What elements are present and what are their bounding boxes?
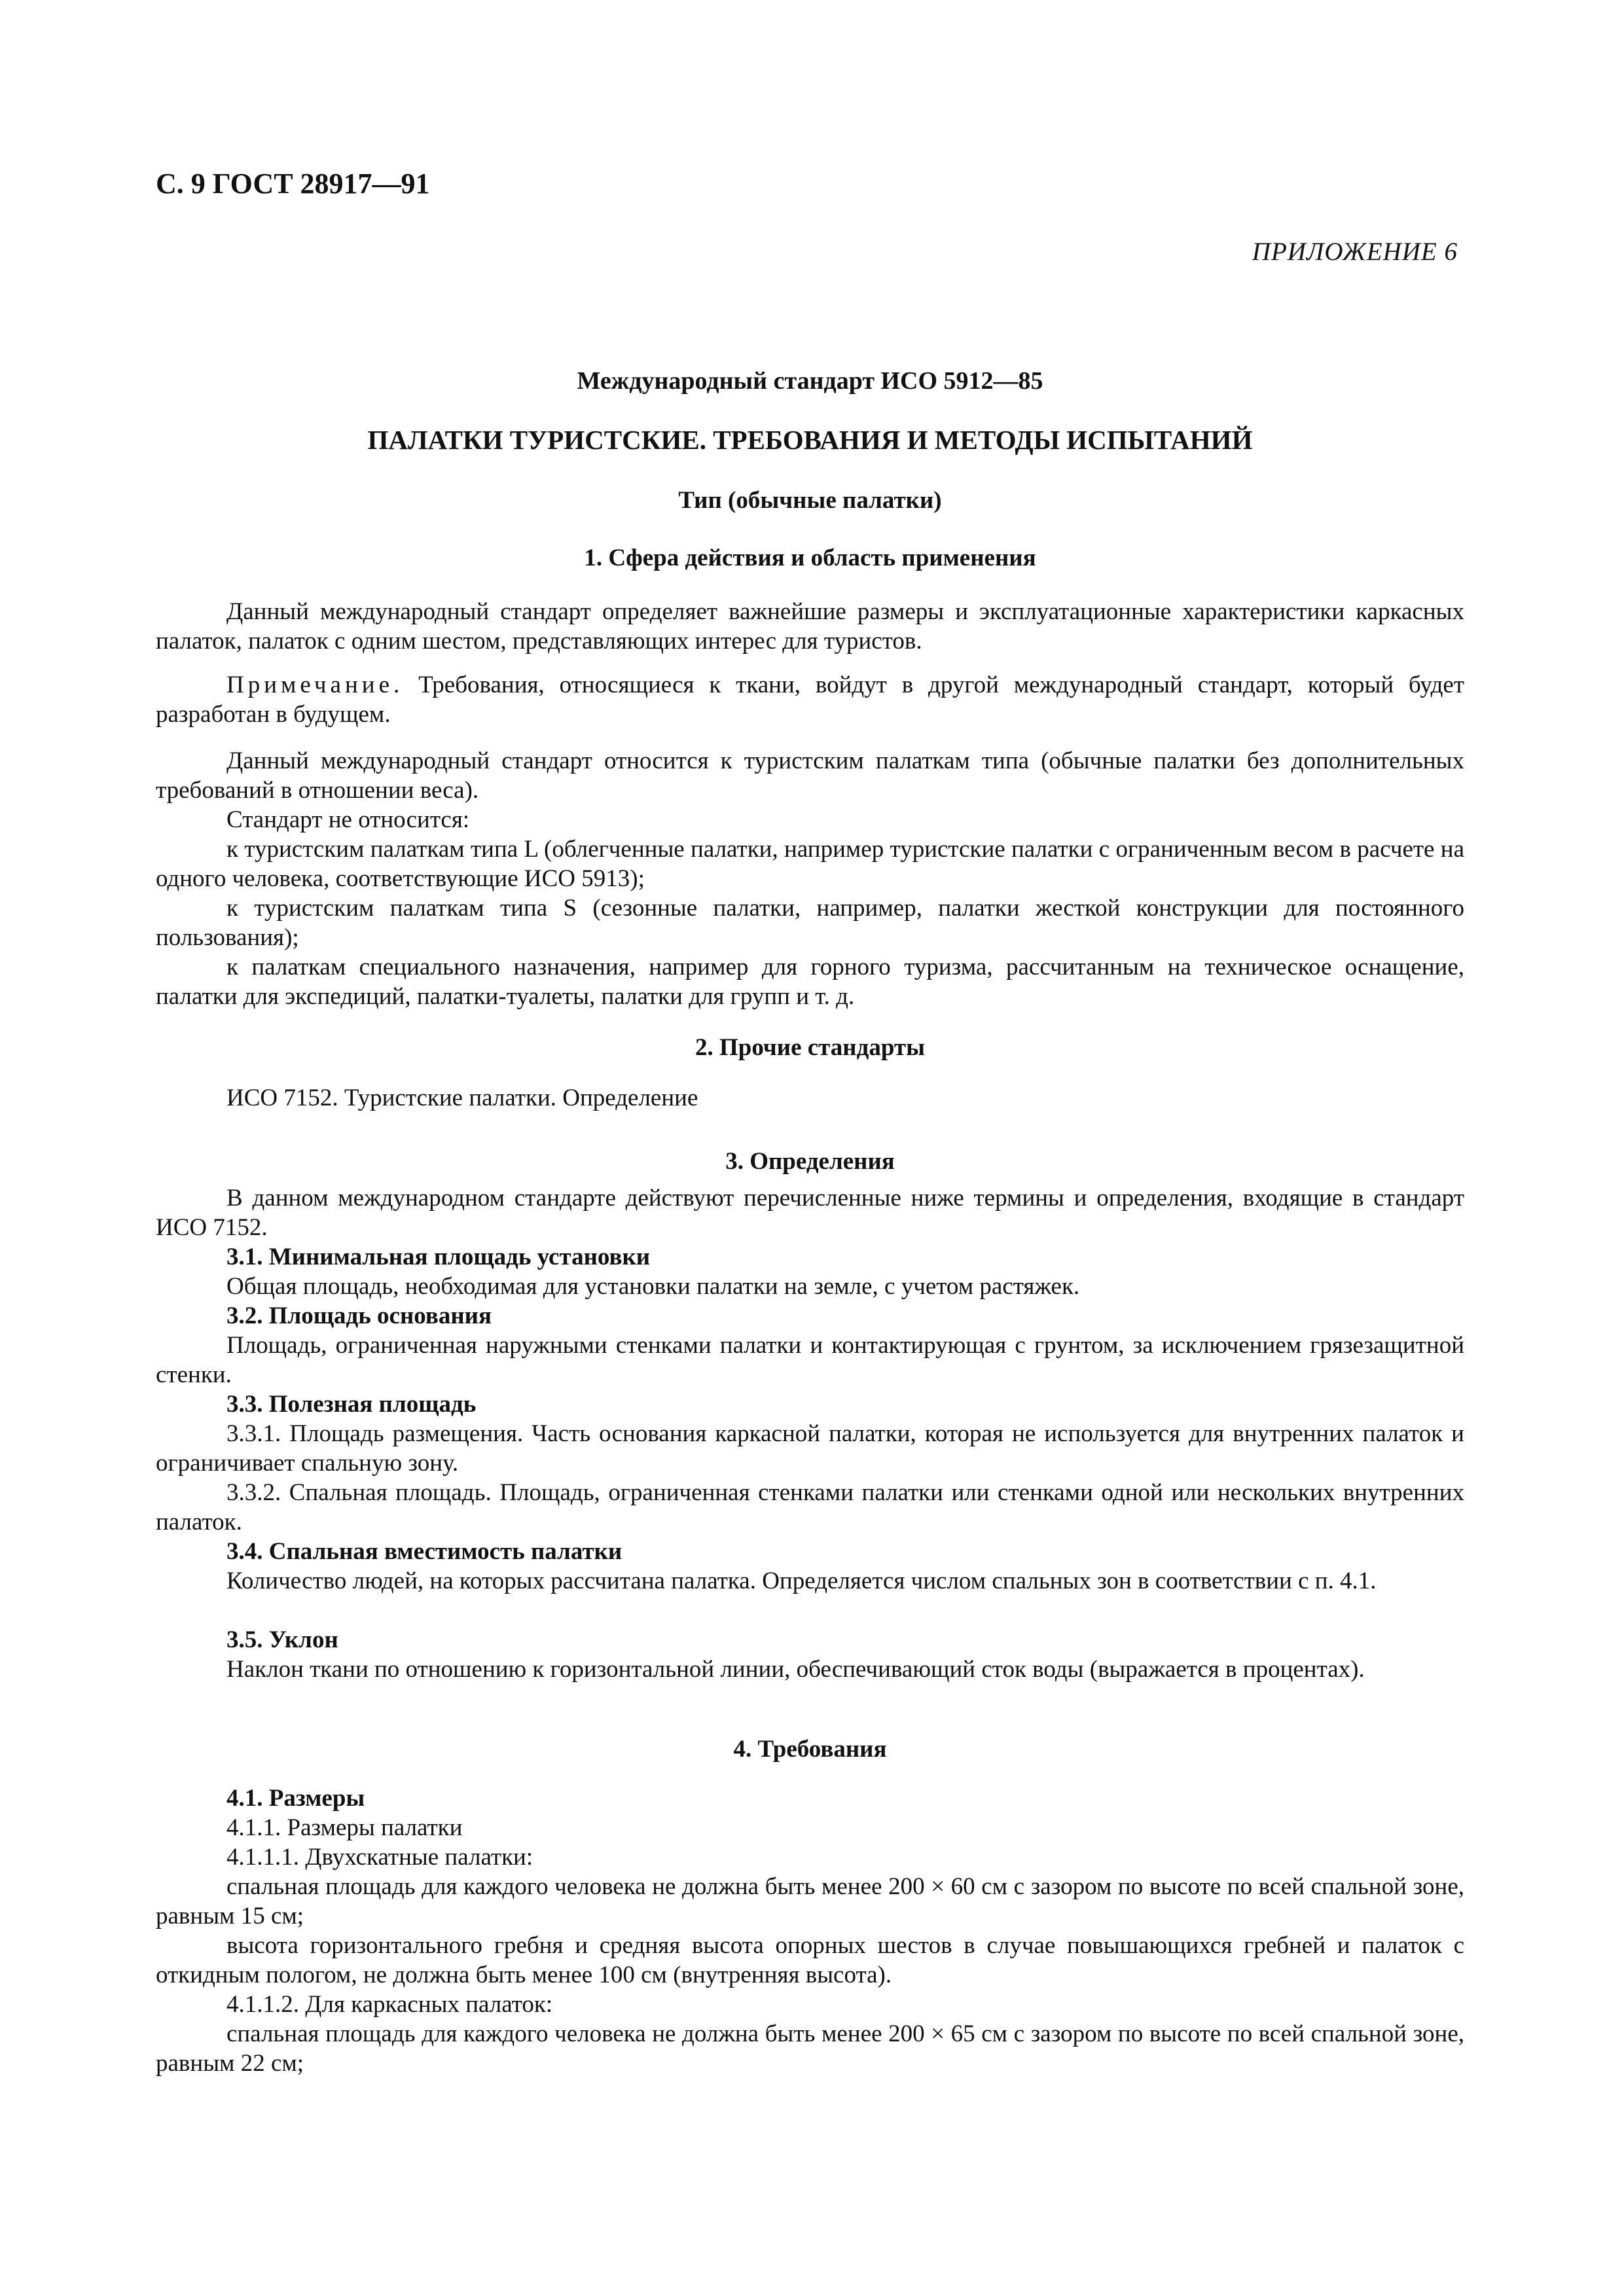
definition-title: 3.5. Уклон [226,1626,338,1653]
requirement-text: высота горизонтального гребня и средняя высота опорных шестов в случае повышающихся гребней и палаток с откидным пологом, не должна быть менее 100 см (внутренняя высота). [156,1932,1464,1988]
section-1-note [156,670,1464,729]
page-header: С. 9 ГОСТ 28917—91 [156,168,430,200]
definition-text: Наклон ткани по отношению к горизонтальной линии, обеспечивающий сток воды (выражается в процентах). [226,1656,1365,1683]
section-1-paragraph: Данный международный стандарт относится к туристским палаткам типа (обычные палатки без дополнительных требований в отношении веса). [156,747,1464,804]
definition-text: Общая площадь, необходимая для установки палатки на земле, с учетом растяжек. [226,1273,1080,1300]
section-2-paragraph: ИСО 7152. Туристские палатки. Определение [226,1085,698,1111]
note-text: Требования, относящиеся к ткани, войдут в другой международный стандарт, который будет разработан в будущем. [156,672,1464,728]
standard-title: Международный стандарт ИСО 5912—85 [577,367,1043,395]
section-1-paragraph: Стандарт не относится: [226,806,470,833]
section-1-heading: 1. Сфера действия и область применения [584,545,1036,571]
section-3-paragraph: В данном международном стандарте действуют перечисленные ниже термины и определения, входящие в стандарт ИСО 7152. [156,1185,1464,1241]
section-3-heading: 3. Определения [725,1148,895,1175]
note-label: Примечание. [226,672,404,698]
section-2-heading: 2. Прочие стандарты [695,1034,925,1061]
section-1-paragraph: Данный международный стандарт определяет важнейшие размеры и эксплуатационные характеристики каркасных палаток, палаток с одним шестом, представляющих интерес для туристов. [156,598,1464,655]
requirement-text: 4.1.1.2. Для каркасных палаток: [226,1991,553,2018]
section-1-paragraph: к туристским палаткам типа S (сезонные палатки, например, палатки жесткой конструкции для постоянного пользования); [156,895,1464,951]
requirement-title: 4.1. Размеры [226,1785,365,1812]
requirement-text: спальная площадь для каждого человека не должна быть менее 200 × 65 см с зазором по высоте по всей спальной зоне, равным 22 см; [156,2020,1464,2077]
definition-text: Площадь, ограниченная наружными стенками палатки и контактирующая с грунтом, за исключением грязезащитной стенки. [156,1332,1464,1388]
definition-title: 3.4. Спальная вместимость палатки [226,1538,623,1565]
definition-text: Количество людей, на которых рассчитана палатка. Определяется числом спальных зон в соответствии с п. 4.1. [226,1568,1377,1594]
requirement-text: спальная площадь для каждого человека не должна быть менее 200 × 60 см с зазором по высоте по всей спальной зоне, равным 15 см; [156,1873,1464,1929]
requirement-text: 4.1.1.1. Двухскатные палатки: [226,1844,533,1871]
definition-title: 3.3. Полезная площадь [226,1391,477,1418]
section-4-heading: 4. Требования [733,1736,887,1763]
main-title: ПАЛАТКИ ТУРИСТСКИЕ. ТРЕБОВАНИЯ И МЕТОДЫ ИСПЫТАНИЙ [367,425,1253,455]
definition-title: 3.1. Минимальная площадь установки [226,1244,651,1270]
appendix-label: ПРИЛОЖЕНИЕ 6 [1252,238,1458,266]
definition-title: 3.2. Площадь основания [226,1302,492,1329]
definition-text: 3.3.1. Площадь размещения. Часть основания каркасной палатки, которая не используется для внутренних палаток и ограничивает спальную зону. [156,1420,1464,1477]
section-1-paragraph: к палаткам специального назначения, например для горного туризма, рассчитанным на техническое оснащение, палатки для экспедиций, палатки-туалеты, палатки для групп и т. д. [156,954,1464,1010]
requirement-text: 4.1.1. Размеры палатки [226,1814,463,1841]
section-1-paragraph: к туристским палаткам типа L (облегченные палатки, например туристские палатки с ограниченным весом в расчете на одного человека, соответствующие ИСО 5913); [156,836,1464,892]
type-subtitle: Тип (обычные палатки) [678,487,942,514]
definition-text: 3.3.2. Спальная площадь. Площадь, ограниченная стенками палатки или стенками одной или нескольких внутренних палаток. [156,1479,1464,1535]
